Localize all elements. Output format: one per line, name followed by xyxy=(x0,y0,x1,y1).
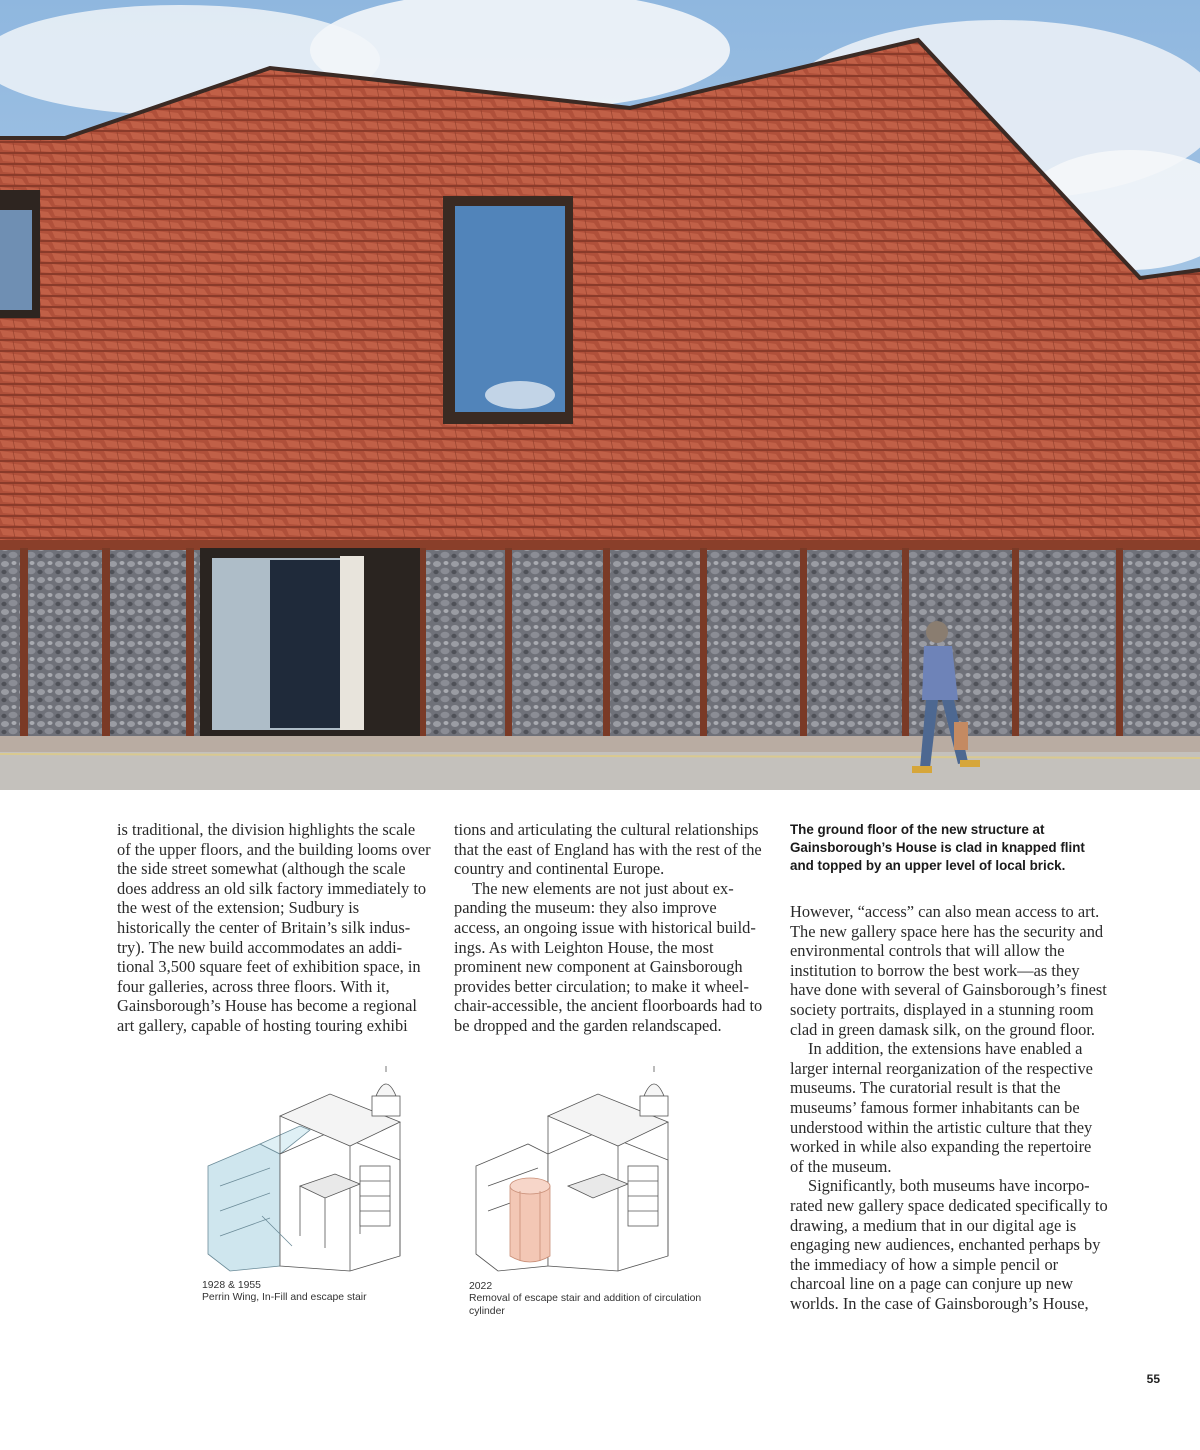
drawing-year: 1928 & 1955 xyxy=(202,1280,261,1291)
body-column-2 xyxy=(454,820,764,1036)
paragraph: The new elements are not just about expanding the museum: they also improve access, an ongoing issue with historical buildings. As with Leighton House, the most prominent new component at Gainsborough provides better circulation; to make it wheelchair-accessible, the ancient floorboards had to be dropped and the garden relandscaped. xyxy=(454,878,763,1035)
axonometric-drawing-2022 xyxy=(468,1066,708,1281)
photo-caption: The ground floor of the new structure at Gainsborough’s House is clad in knapped flint and topped by an upper level of local brick. xyxy=(790,822,1085,873)
page-number: 55 xyxy=(1146,1372,1160,1386)
drawing-caption-2 xyxy=(469,1281,729,1318)
drawing-caption-1 xyxy=(202,1280,452,1305)
body-column-1 xyxy=(117,820,432,1036)
body-column-3 xyxy=(790,902,1108,1313)
paragraph: However, “access” can also mean access to art. The new gallery space here has the security and environmental controls that will allow the institution to borrow the best work—as they have done with several of Gainsborough’s finest society portraits, displayed in a stunning room clad in green damask silk, on the ground floor. xyxy=(790,902,1107,1039)
paragraph: In addition, the extensions have enabled a larger internal reorganization of the respective museums. The curatorial result is that the museums’ famous former inhabitants can be understood within the artistic culture that they worked in while also expanding the repertoire of the museum. xyxy=(790,1039,1093,1176)
paragraph: tions and articulating the cultural relationships that the east of England has with the rest of the country and continental Europe. xyxy=(454,820,762,879)
drawing-label: Removal of escape stair and addition of circulation cylinder xyxy=(469,1293,702,1317)
paragraph: Significantly, both museums have incorporated new gallery space dedicated specifically to drawing, a medium that in our digital age is engaging new audiences, enchanted perhaps by the immediacy of how a simple pencil or charcoal line on a page can conjure up new worlds. In the case of Gainsborough’s House, xyxy=(790,1176,1108,1313)
axonometric-drawing-1928-1955 xyxy=(200,1066,440,1281)
paragraph: is traditional, the division highlights the scale of the upper floors, and the building looms over the side street somewhat (although the scale does address an old silk factory immediately to the west of the extension; Sudbury is historically the center of Britain’s silk industry). The new build accommodates an additional 3,500 square feet of exhibition space, in four galleries, across three floors. With it, Gainsborough’s House has become a regional art gallery, capable of hosting touring exhibi xyxy=(117,820,431,1035)
drawing-year: 2022 xyxy=(469,1281,493,1292)
drawing-label: Perrin Wing, In-Fill and escape stair xyxy=(202,1292,367,1304)
